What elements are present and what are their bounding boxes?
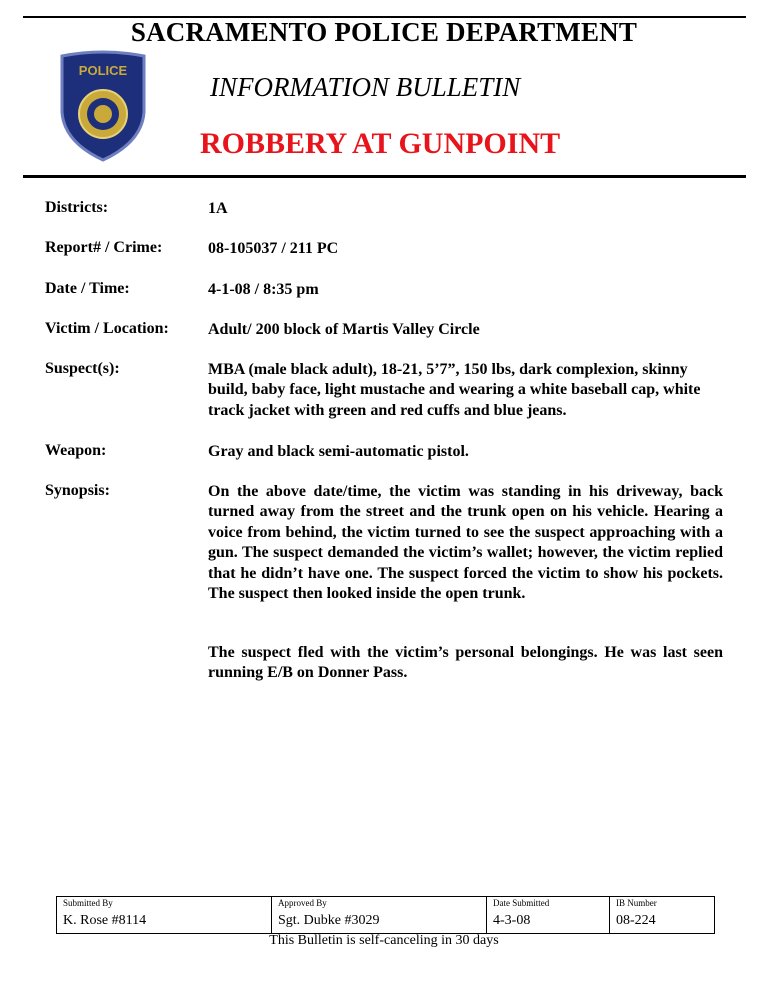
victim-label: Victim / Location: [45,320,169,337]
approved-by-value: Sgt. Dubke #3029 [278,913,380,928]
datetime-label: Date / Time: [45,280,130,297]
svg-text:POLICE: POLICE [78,63,128,78]
suspects-value: MBA (male black adult), 18-21, 5’7”, 150 lbs, dark complexion, skinny build, baby face, light mustache and wearing a white baseball cap, white track jacket with green and red cuffs and blue jeans. [208,361,701,419]
synopsis-label: Synopsis: [45,482,110,499]
districts-value: 1A [208,200,228,217]
approved-by-caption: Approved By [278,898,327,908]
footer-signature-table [56,896,715,934]
header-divider [23,175,746,178]
submitted-by-cell [57,897,272,933]
victim-value: Adult/ 200 block of Martis Valley Circle [208,321,480,338]
date-submitted-cell [487,897,610,933]
submitted-by-value: K. Rose #8114 [63,913,147,928]
bulletin-type: INFORMATION BULLETIN [210,72,521,102]
ib-number-value: 08-224 [616,913,656,928]
ib-number-caption: IB Number [616,898,657,908]
weapon-label: Weapon: [45,442,107,459]
synopsis-paragraph-1: On the above date/time, the victim was standing in his driveway, back turned away from the street and the trunk open on his vehicle. Hearing a voice from behind, the victim turned to see the suspect approaching with a gun. The suspect demanded the victim’s wallet; however, the victim replied that he didn’t have one. The suspect forced the victim to show his pockets. The suspect then looked inside the open trunk. [208,483,723,603]
weapon-value: Gray and black semi-automatic pistol. [208,443,469,460]
submitted-by-caption: Submitted By [63,898,113,908]
report-label: Report# / Crime: [45,239,163,256]
report-value: 08-105037 / 211 PC [208,240,339,257]
date-submitted-caption: Date Submitted [493,898,550,908]
self-cancel-note: This Bulletin is self-canceling in 30 days [269,933,499,948]
ib-number-cell [610,897,714,933]
suspects-label: Suspect(s): [45,360,120,377]
synopsis-paragraph-2: The suspect fled with the victim’s personal belongings. He was last seen running E/B on Donner Pass. [208,644,723,682]
districts-label: Districts: [45,199,109,216]
police-badge-icon [56,50,150,162]
approved-by-cell [272,897,487,933]
department-title: SACRAMENTO POLICE DEPARTMENT [130,17,638,47]
crime-title: ROBBERY AT GUNPOINT [200,127,561,160]
datetime-value: 4-1-08 / 8:35 pm [208,281,319,298]
date-submitted-value: 4-3-08 [493,913,531,928]
